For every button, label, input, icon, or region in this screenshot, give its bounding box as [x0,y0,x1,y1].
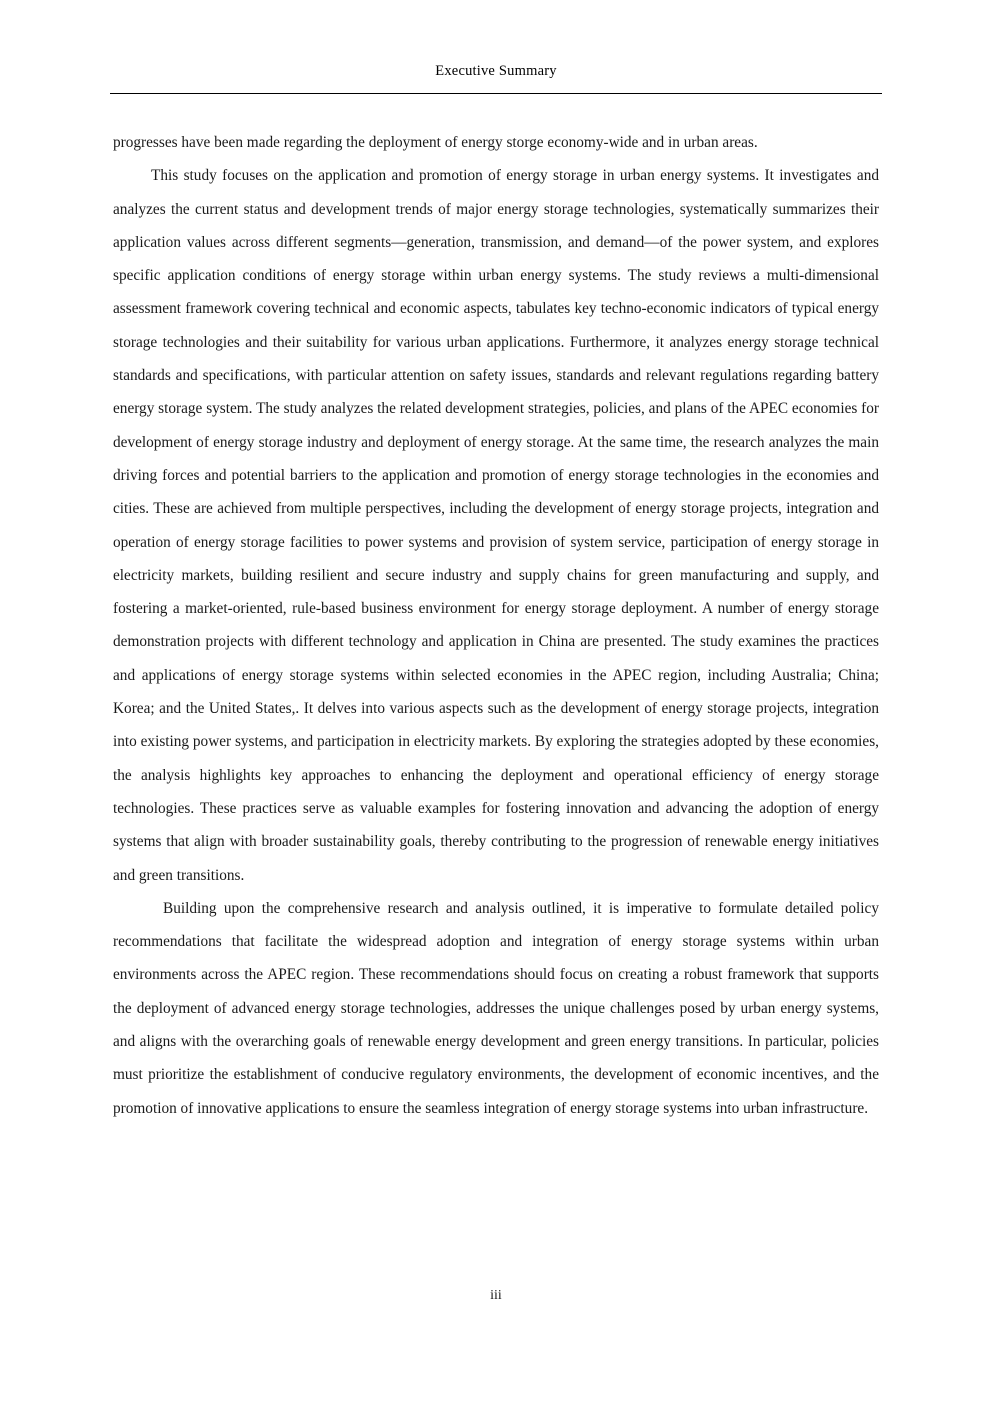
page-header [110,62,882,84]
page-content [113,126,879,1125]
paragraph-intro: progresses have been made regarding the deployment of energy storge economy-wide and in urban areas. [113,134,758,151]
header-divider [110,93,882,94]
paragraph-policy-recommendations: Building upon the comprehensive research and analysis outlined, it is imperative to formulate detailed policy recommendations that facilitate the widespread adoption and integration of energy storage systems within urban environments across the APEC region. These recommendations should focus on creating a robust framework that supports the deployment of advanced energy storage technologies, addresses the unique challenges posed by urban energy systems, and aligns with the overarching goals of renewable energy development and green energy transitions. In particular, policies must prioritize the establishment of conducive regulatory environments, the development of economic incentives, and the promotion of innovative applications to ensure the seamless integration of energy storage systems into urban infrastructure. [113,899,879,1117]
page-number: iii [490,1288,502,1303]
paragraph-study-focus: This study focuses on the application and promotion of energy storage in urban energy systems. It investigates and analyzes the current status and development trends of major energy storage technologies, systematically summarizes their application values across different segments—generation, transmission, and demand—of the power system, and explores specific application conditions of energy storage within urban energy systems. The study reviews a multi-dimensional assessment framework covering technical and economic aspects, tabulates key techno-economic indicators of typical energy storage technologies and their suitability for various urban applications. Furthermore, it analyzes energy storage technical standards and specifications, with particular attention on safety issues, standards and relevant regulations regarding battery energy storage system. The study analyzes the related development strategies, policies, and plans of the APEC economies for development of energy storage industry and deployment of energy storage. At the same time, the research analyzes the main driving forces and potential barriers to the application and promotion of energy storage technologies in the economies and cities. These are achieved from multiple perspectives, including the development of energy storage projects, integration and operation of energy storage facilities to power systems and provision of system service, participation of energy storage in electricity markets, building resilient and secure industry and supply chains for green manufacturing and supply, and fostering a market-oriented, rule-based business environment for energy storage deployment. A number of energy storage demonstration projects with different technology and application in China are presented. The study examines the practices and applications of energy storage systems within selected economies in the APEC region, including Australia; China; Korea; and the United States,. It delves into various aspects such as the development of energy storage projects, integration into existing power systems, and participation in electricity markets. By exploring the strategies adopted by these economies, the analysis highlights key approaches to enhancing the deployment and operational efficiency of energy storage technologies. These practices serve as valuable examples for fostering innovation and advancing the adoption of energy systems that align with broader sustainability goals, thereby contributing to the progression of renewable energy initiatives and green transitions. [113,167,879,884]
page-footer [0,1286,992,1304]
header-title: Executive Summary [435,63,557,79]
